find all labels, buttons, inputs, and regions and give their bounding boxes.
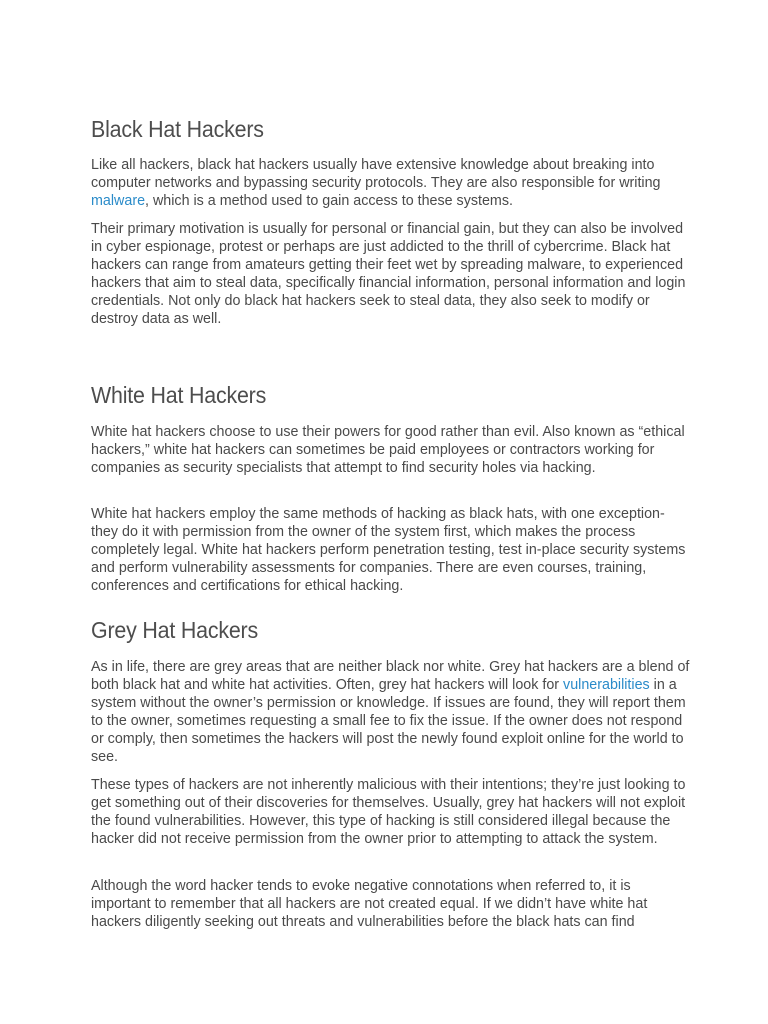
vulnerabilities-link[interactable]: vulnerabilities: [563, 677, 650, 693]
section-black-hat: [91, 115, 691, 327]
paragraph-text: Like all hackers, black hat hackers usually have extensive knowledge about breaking into computer networks and bypassing security protocols. They are also responsible for writing: [91, 157, 661, 191]
paragraph: [91, 156, 691, 210]
paragraph-text: in a system without the owner’s permission or knowledge. If issues are found, they will report them to the owner, sometimes requesting a small fee to fix the issue. If the owner does not respond or comply, then sometimes the hackers will post the newly found exploit online for the world to see.: [91, 677, 686, 765]
section-heading: Grey Hat Hackers: [91, 617, 259, 643]
section-white-hat: [91, 381, 691, 594]
paragraph: White hat hackers choose to use their powers for good rather than evil. Also known as “ethical hackers,” white hat hackers can sometimes be paid employees or contractors working for companies as security specialists that attempt to find security holes via hacking.: [91, 424, 685, 476]
paragraph: White hat hackers employ the same methods of hacking as black hats, with one exception- they do it with permission from the owner of the system first, which makes the process completely legal. White hat hackers perform penetration testing, test in-place security systems and perform vulnerability assessments for companies. There are even courses, training, conferences and certifications for ethical hacking.: [91, 506, 686, 594]
section-heading: Black Hat Hackers: [91, 116, 264, 142]
section-heading: White Hat Hackers: [91, 382, 267, 408]
paragraph: [91, 658, 691, 766]
paragraph-text: , which is a method used to gain access to these systems.: [145, 193, 513, 209]
paragraph: Although the word hacker tends to evoke negative connotations when referred to, it is important to remember that all hackers are not created equal. If we didn’t have white hat hackers diligently seeking out threats and vulnerabilities before the black hats can find: [91, 878, 648, 930]
paragraph: Their primary motivation is usually for personal or financial gain, but they can also be involved in cyber espionage, protest or perhaps are just addicted to the thrill of cybercrime. Black hat hackers can range from amateurs getting their feet wet by spreading malware, to experienced hackers that aim to steal data, specifically financial information, personal information and login credentials. Not only do black hat hackers seek to steal data, they also seek to modify or destroy data as well.: [91, 221, 686, 327]
paragraph: These types of hackers are not inherently malicious with their intentions; they’re just looking to get something out of their discoveries for themselves. Usually, grey hat hackers will not exploit the found vulnerabilities. However, this type of hacking is still considered illegal because the hacker did not receive permission from the owner prior to attempting to attack the system.: [91, 777, 686, 847]
paragraph-text: As in life, there are grey areas that are neither black nor white. Grey hat hackers are a blend of both black hat and white hat activities. Often, grey hat hackers will look for: [91, 659, 690, 693]
section-grey-hat: [91, 616, 691, 930]
malware-link[interactable]: malware: [91, 193, 146, 209]
